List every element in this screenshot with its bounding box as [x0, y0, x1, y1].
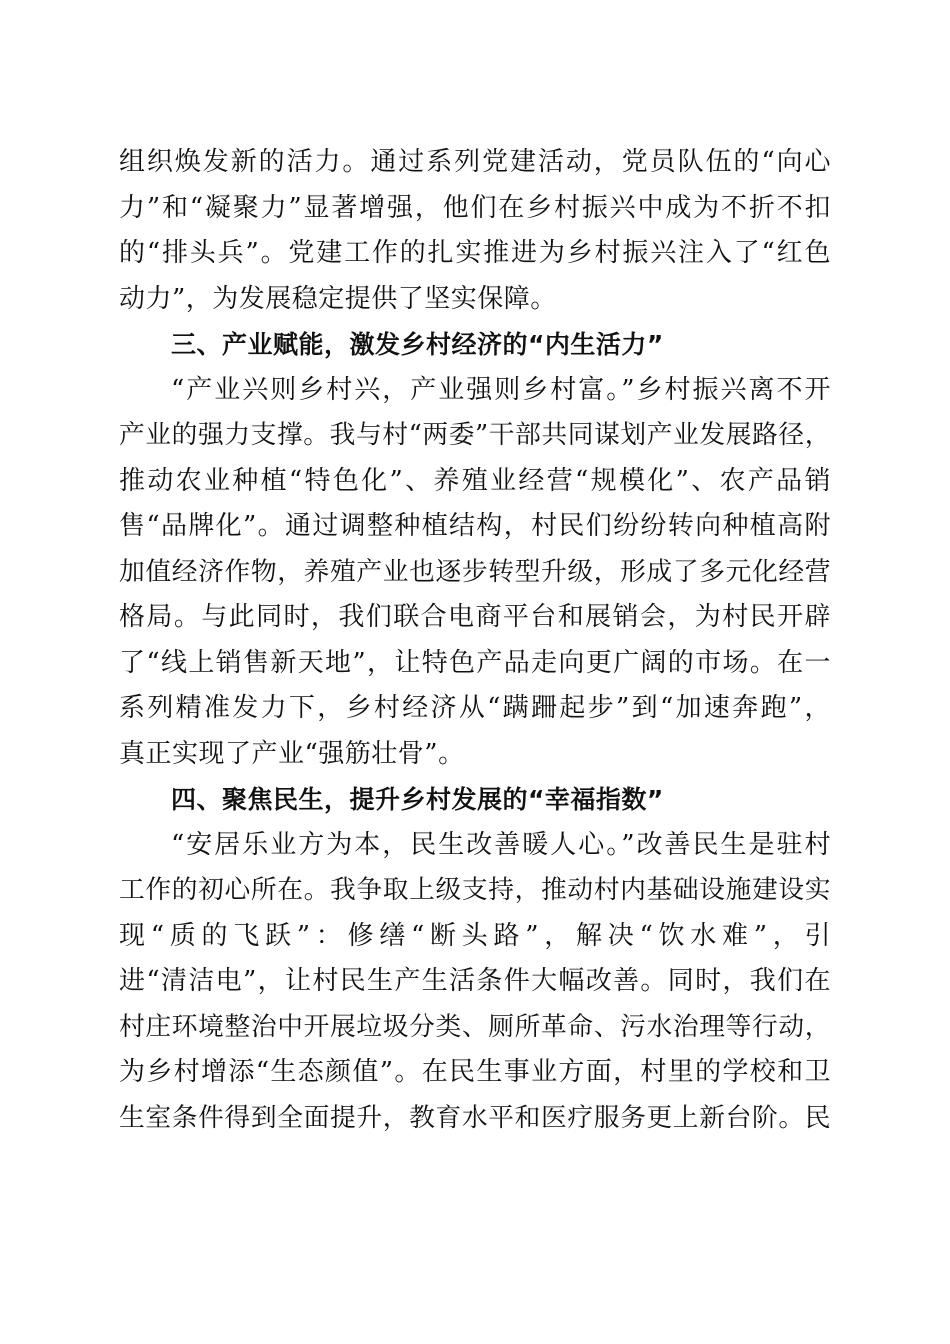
text-line: “安居乐业方为本，民生改善暖人心。”改善民生是驻村: [171, 829, 831, 860]
text-line: 工作的初心所在。我争取上级支持，推动村内基础设施建设实: [119, 875, 831, 905]
text-line: 动力”，为发展稳定提供了坚实保障。: [119, 283, 557, 314]
text-line: 生室条件得到全面提升，教育水平和医疗服务更上新台阶。民: [119, 1102, 831, 1133]
text-line: 组织焕发新的活力。通过系列党建活动，党员队伍的“向心: [119, 147, 831, 177]
text-line: 了“线上销售新天地”，让特色产品走向更广阔的市场。在一: [119, 647, 831, 678]
document-page: [119, 140, 831, 1141]
text-line: 售“品牌化”。通过调整种植结构，村民们纷纷转向种植高附: [119, 511, 831, 541]
text-line: 进“清洁电”，让村民生产生活条件大幅改善。同时，我们在: [119, 966, 831, 996]
text-line: 推动农业种植“特色化”、养殖业经营“规模化”、农产品销: [119, 465, 831, 496]
text-line: 真正实现了产业“强筋壮骨”。: [119, 738, 465, 769]
text-line: 产业的强力支撑。我与村“两委”干部共同谋划产业发展路径，: [119, 420, 831, 450]
paragraph-livelihood: [119, 823, 831, 1142]
section-heading-livelihood: 四、聚焦民生，提升乡村发展的“幸福指数”: [171, 785, 664, 814]
paragraph-industry: [119, 368, 831, 778]
text-line: 系列精准发力下，乡村经济从“蹒跚起步”到“加速奔跑”，: [119, 693, 831, 723]
section-heading-industry: 三、产业赋能，激发乡村经济的“内生活力”: [171, 330, 664, 359]
text-line: 加值经济作物，养殖产业也逐步转型升级，形成了多元化经营: [119, 556, 831, 587]
text-line: 力”和“凝聚力”显著增强，他们在乡村振兴中成为不折不扣: [119, 192, 831, 223]
text-line: 为乡村增添“生态颜值”。在民生事业方面，村里的学校和卫: [119, 1057, 831, 1087]
text-line: 现“质的飞跃”：修缮“断头路”，解决“饮水难”，引: [119, 920, 831, 951]
paragraph-party-building: [119, 140, 831, 322]
text-line: 村庄环境整治中开展垃圾分类、厕所革命、污水治理等行动，: [119, 1011, 831, 1042]
text-line: 格局。与此同时，我们联合电商平台和展销会，为村民开辟: [119, 602, 831, 632]
text-line: 的“排头兵”。党建工作的扎实推进为乡村振兴注入了“红色: [119, 238, 831, 268]
text-line: “产业兴则乡村兴，产业强则乡村富。”乡村振兴离不开: [171, 374, 831, 405]
